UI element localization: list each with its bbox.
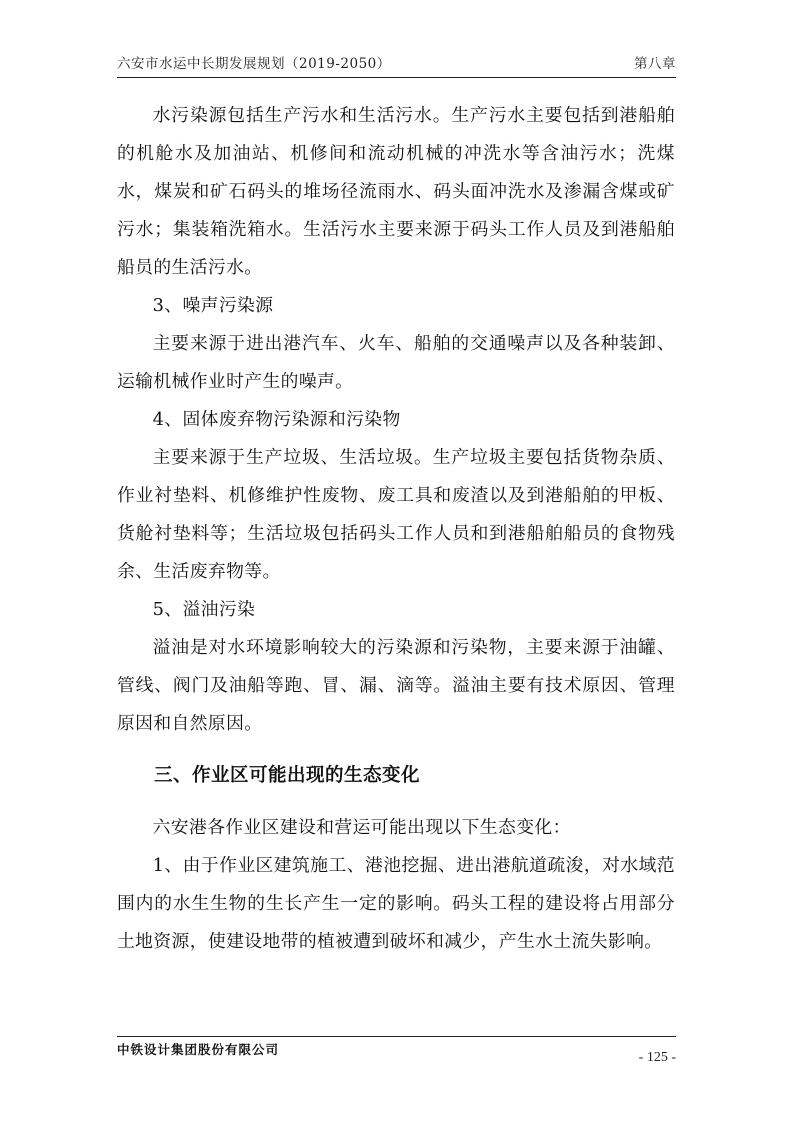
footer-divider [117, 1036, 676, 1037]
item-noise-pollution: 3、噪声污染源 [152, 295, 274, 316]
paragraph-solid-waste-sources: 主要来源于生产垃圾、生活垃圾。生产垃圾主要包括货物杂质、作业衬垫料、机修维护性废物、废工具和废渣以及到港船舶的甲板、货舱衬垫料等；生活垃圾包括码头工作人员和到港船舶船员的食物残余、生活废弃物等。 [117, 447, 675, 582]
section-heading: 三、作业区可能出现的生态变化 [154, 765, 421, 786]
paragraph-eco-intro: 六安港各作业区建设和营运可能出现以下生态变化： [152, 817, 571, 838]
page-body [117, 97, 675, 961]
page-number: - 125 - [638, 1050, 676, 1065]
company-name: 中铁设计集团股份有限公司 [117, 1042, 280, 1057]
paragraph-oil-spill: 溢油是对水环境影响较大的污染源和污染物，主要来源于油罐、管线、阀门及油船等跑、冒、漏、滴等。溢油主要有技术原因、管理原因和自然原因。 [117, 637, 675, 734]
header-divider [117, 77, 676, 78]
item-solid-waste: 4、固体废弃物污染源和污染物 [152, 409, 401, 430]
paragraph-water-pollution: 水污染源包括生产污水和生活污水。生产污水主要包括到港船舶的机舱水及加油站、机修间和流动机械的冲洗水等含油污水；洗煤水，煤炭和矿石码头的堆场径流雨水、码头面冲洗水及渗漏含煤或矿污水；集装箱洗箱水。生活污水主要来源于码头工作人员及到港船舶船员的生活污水。 [117, 105, 675, 278]
document-title: 六安市水运中长期发展规划（2019-2050） [117, 56, 391, 72]
page-header [117, 52, 676, 74]
paragraph-noise-sources: 主要来源于进出港汽车、火车、船舶的交通噪声以及各种装卸、运输机械作业时产生的噪声。 [117, 333, 675, 392]
item-oil-spill: 5、溢油污染 [152, 599, 256, 620]
page-footer [117, 1040, 676, 1070]
paragraph-eco-item-1: 1、由于作业区建筑施工、港池挖掘、进出港航道疏浚，对水域范围内的水生生物的生长产生一定的影响。码头工程的建设将占用部分土地资源，使建设地带的植被遭到破坏和减少，产生水土流失影响。 [117, 855, 675, 952]
chapter-label: 第八章 [634, 56, 676, 72]
